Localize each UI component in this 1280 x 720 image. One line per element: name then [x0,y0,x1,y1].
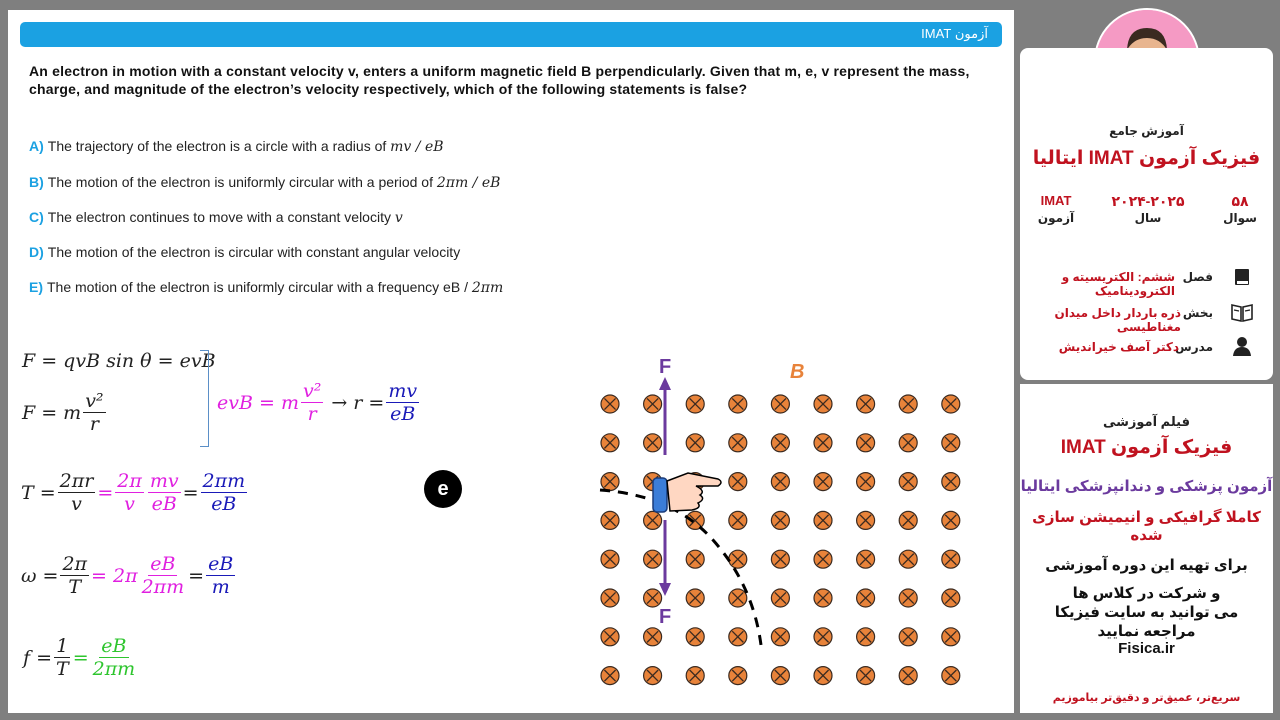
field-into-page-marker [899,511,917,529]
option-letter: B) [29,174,44,190]
course-small-label: آموزش جامع [1109,124,1184,138]
numerator: v² [85,390,104,412]
eq-text: = 2π [91,564,138,587]
promo-panel [1020,384,1273,713]
promo-cta-4: مراجعه نمایید [1097,623,1196,640]
field-into-page-marker [814,589,832,607]
chapter-label: فصل [1182,270,1213,284]
denominator: eB [390,403,416,425]
field-into-page-marker [729,511,747,529]
field-into-page-marker [644,589,662,607]
option-c[interactable] [29,209,403,226]
option-d[interactable] [29,244,460,260]
force-label-top: F [659,356,672,378]
eq-equals: = [188,564,205,587]
promo-slogan: سریع‌تر، عمیق‌تر و دقیق‌تر بیاموزیم [1052,692,1241,704]
field-into-page-marker [729,667,747,685]
teacher-label: مدرس [1175,340,1213,354]
section-label: بخش [1182,306,1213,320]
denominator: eB [151,493,177,515]
eq-equals: = [97,481,114,504]
option-text: The motion of the electron is uniformly circular with a frequency eB / [47,279,472,295]
field-into-page-marker [814,473,832,491]
stat-questions-value: ۵۸ [1231,193,1249,209]
fraction [201,470,248,515]
fraction [58,470,96,515]
field-grid [601,395,960,685]
field-into-page-marker [942,395,960,413]
field-into-page-marker [601,589,619,607]
option-a[interactable] [29,138,444,155]
fraction [115,470,144,515]
promo-cta-1: برای تهیه این دوره آموزشی [1045,557,1248,574]
field-into-page-marker [771,628,789,646]
section-value: ذره باردار داخل میدان مغناطیسی [1054,306,1181,334]
option-text: The trajectory of the electron is a circle with a radius of [47,138,391,154]
magnetic-field-diagram [578,345,998,695]
field-into-page-marker [857,550,875,568]
field-into-page-marker [899,434,917,452]
field-into-page-marker [686,628,704,646]
field-into-page-marker [601,395,619,413]
numerator: mv [388,380,418,402]
field-into-page-marker [814,550,832,568]
teacher-value: دکتر آصف خیراندیش [1058,340,1179,354]
numerator: 2πm [202,470,246,492]
denominator: m [211,576,230,598]
field-into-page-marker [942,473,960,491]
brace-divider [200,350,209,447]
field-into-page-marker [644,511,662,529]
stat-year-label: سال [1134,211,1162,225]
force-arrowhead-up [659,377,671,390]
eq-arrow: → r = [331,391,385,414]
field-into-page-marker [644,628,662,646]
chapter-value: ششم: الکتریسیته و الکترودینامیک [1061,270,1175,298]
field-into-page-marker [729,628,747,646]
option-math: 2πm / eB [436,175,501,191]
eq-text: T = [21,481,56,504]
promo-cta-2: و شرکت در کلاس ها [1072,585,1221,602]
denominator: T [56,658,69,680]
option-math: v [394,210,403,226]
force-label-bottom: F [659,606,672,628]
slide-canvas [8,10,1014,713]
eq-text: F = m [22,401,82,424]
field-into-page-marker [857,628,875,646]
field-into-page-marker [601,667,619,685]
fraction [60,553,89,598]
promo-line-2: کاملا گرافیکی و انیمیشن سازی شده [1032,509,1261,544]
fraction [91,635,138,680]
pointing-hand-icon [653,473,721,512]
denominator: eB [211,493,237,515]
field-into-page-marker [644,395,662,413]
field-into-page-marker [686,434,704,452]
field-into-page-marker [899,628,917,646]
numerator: eB [150,553,176,575]
denominator: v [124,493,135,515]
option-letter: C) [29,209,44,225]
field-into-page-marker [729,434,747,452]
field-into-page-marker [771,434,789,452]
equation-frequency [23,635,139,680]
eq-text: ω = [21,564,59,587]
fraction [140,553,187,598]
field-into-page-marker [601,511,619,529]
field-into-page-marker [729,550,747,568]
book-icon [1233,268,1251,286]
field-into-page-marker [899,667,917,685]
option-text: The motion of the electron is circular with constant angular velocity [47,244,461,260]
option-letter: D) [29,244,44,260]
promo-line-1: آزمون پزشکی و دندانپزشکی ایتالیا [1020,478,1273,495]
fraction [148,470,181,515]
header-title: آزمون IMAT [921,26,988,41]
field-into-page-marker [814,511,832,529]
field-into-page-marker [942,628,960,646]
field-into-page-marker [644,434,662,452]
stat-year-value: ۲۰۲۴-۲۰۲۵ [1111,193,1185,209]
numerator: eB [208,553,234,575]
field-into-page-marker [942,589,960,607]
option-letter: A) [29,138,44,154]
promo-title: فیزیک آزمون IMAT [1060,437,1233,458]
field-into-page-marker [814,667,832,685]
field-into-page-marker [729,473,747,491]
numerator: 1 [56,635,69,657]
option-e[interactable] [29,279,503,296]
field-into-page-marker [686,550,704,568]
option-letter: E) [29,279,43,295]
promo-film-label: فیلم آموزشی [1102,414,1190,429]
field-into-page-marker [601,434,619,452]
promo-site-link[interactable]: Fisica.ir [1118,640,1175,657]
equation-force [22,350,216,372]
field-into-page-marker [814,628,832,646]
field-into-page-marker [644,667,662,685]
numerator: v² [302,380,322,402]
eq-text: f = [23,646,52,669]
denominator: v [71,493,82,515]
option-math: 2πm [471,280,504,296]
field-into-page-marker [686,395,704,413]
equation-radius [217,380,421,425]
teacher-icon [1232,336,1252,356]
field-into-page-marker [942,434,960,452]
field-into-page-marker [686,589,704,607]
field-into-page-marker [771,589,789,607]
promo-cta-3: می توانید به سایت فیزیکا [1054,604,1239,621]
equation-angular-velocity [21,553,237,598]
field-into-page-marker [771,473,789,491]
numerator: 2πr [59,470,94,492]
fraction [206,553,235,598]
field-into-page-marker [857,473,875,491]
denominator: 2πm [141,576,185,598]
course-info-card [1020,48,1273,380]
field-into-page-marker [942,667,960,685]
field-into-page-marker [857,667,875,685]
numerator: mv [149,470,179,492]
eq-equals: = [182,481,199,504]
numerator: 2π [117,470,142,492]
course-title: فیزیک آزمون IMAT ایتالیا [1032,148,1261,169]
field-into-page-marker [857,434,875,452]
stat-exam-value: IMAT [1040,193,1072,208]
electron-badge: e [424,470,462,508]
field-into-page-marker [942,550,960,568]
field-into-page-marker [601,550,619,568]
eq-text: evB = m [217,391,299,414]
eq-equals: = [72,646,89,669]
option-text: The motion of the electron is uniformly circular with a period of [47,174,437,190]
open-book-icon [1231,302,1253,322]
option-math: mv / eB [390,139,444,155]
fraction [301,380,323,425]
field-into-page-marker [686,667,704,685]
fraction [54,635,71,680]
option-b[interactable] [29,174,500,191]
field-into-page-marker [857,511,875,529]
fraction [83,390,105,435]
field-into-page-marker [899,550,917,568]
numerator: 2π [62,553,88,575]
equation-centripetal [22,390,108,435]
question-text: An electron in motion with a constant velocity v, enters a uniform magnetic field B perpendicularly. Given that m, e, v represent the mass, charge, and magnitude of the electron’s velocity respectively, which of the following statements is false? [29,63,970,97]
field-into-page-marker [771,511,789,529]
denominator: r [89,413,99,435]
denominator: 2πm [92,658,136,680]
field-into-page-marker [601,628,619,646]
field-into-page-marker [729,395,747,413]
field-into-page-marker [942,511,960,529]
field-label: B [790,361,805,383]
field-into-page-marker [899,589,917,607]
field-into-page-marker [771,395,789,413]
field-into-page-marker [814,395,832,413]
field-into-page-marker [857,395,875,413]
eq-text: F = qvB sin θ = evB [22,350,216,372]
denominator: r [307,403,317,425]
field-into-page-marker [899,395,917,413]
header-bar [20,22,1002,47]
option-text: The electron continues to move with a constant velocity [47,209,395,225]
stat-exam-label: آزمون [1037,211,1075,225]
denominator: T [68,576,82,598]
field-into-page-marker [771,667,789,685]
fraction [386,380,419,425]
field-into-page-marker [601,473,619,491]
field-into-page-marker [814,434,832,452]
field-into-page-marker [899,473,917,491]
field-into-page-marker [644,550,662,568]
equation-period [21,470,249,515]
field-into-page-marker [771,550,789,568]
field-into-page-marker [729,589,747,607]
field-into-page-marker [857,589,875,607]
numerator: eB [101,635,127,657]
stat-questions-label: سوال [1223,211,1257,225]
